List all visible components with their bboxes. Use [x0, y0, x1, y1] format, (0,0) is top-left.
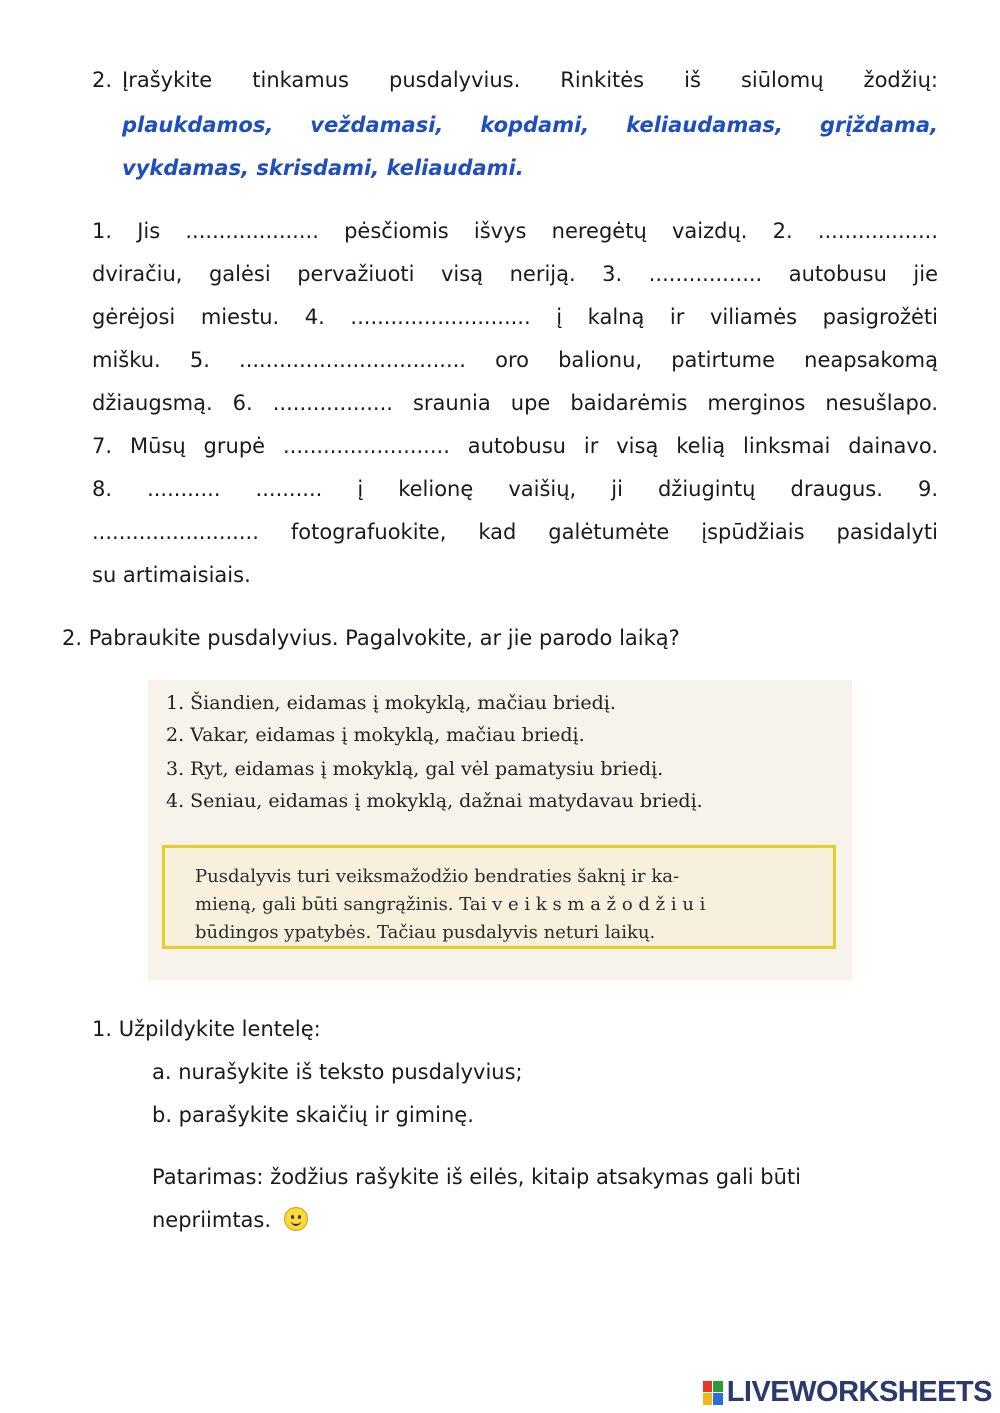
word-bank-line-2: vykdamas, skrisdami, keliaudami. [122, 156, 524, 180]
rule-note-line-1: Pusdalyvis turi veiksmažodžio bendraties šaknį ir ka- [195, 866, 680, 887]
exercise-line-3: gėrėjosi miestu. 4. ........................... į kalną ir viliamės pasigrožėti [92, 305, 938, 329]
scan-sentence-2: 2. Vakar, eidamas į mokyklą, mačiau briedį. [166, 724, 585, 746]
rule-note-line-2: mieną, gali būti sangrąžinis. Tai v e i k s m a ž o d ž i u i [195, 894, 706, 915]
textbook-scan [148, 680, 852, 980]
task1-number: 2. [92, 68, 113, 92]
scan-sentence-4: 4. Seniau, eidamas į mokyklą, dažnai matydavau briedį. [166, 790, 703, 812]
exercise-line-2: dviračiu, galėsi pervažiuoti visą neriją. 3. ................. autobusu jie [92, 262, 938, 286]
exercise-line-9: su artimaisiais. [92, 563, 251, 587]
tip-line-2 [152, 1206, 308, 1234]
scan-sentence-1: 1. Šiandien, eidamas į mokyklą, mačiau briedį. [166, 692, 616, 714]
task2-heading: 2. Pabraukite pusdalyvius. Pagalvokite, ar jie parodo laiką? [62, 626, 680, 650]
exercise-line-6: 7. Mūsų grupė ......................... autobusu ir visą kelią linksmai dainavo. [92, 434, 938, 458]
task3-item-b: b. parašykite skaičių ir giminę. [152, 1103, 474, 1127]
exercise-line-5: džiaugsmą. 6. .................. srauniа upe baidarėmis merginos nesušlapo. [92, 391, 938, 415]
exercise-line-1: 1. Jis .................... pėsčiomis išvys neregėtų vaizdų. 2. .................. [92, 219, 938, 243]
tip-line-2-text: nepriimtas. [152, 1208, 272, 1232]
rule-note-line-3: būdingos ypatybės. Tačiau pusdalyvis neturi laikų. [195, 922, 656, 943]
exercise-line-7: 8. ........... .......... į kelionę vaišių, ji džiugintų draugus. 9. [92, 477, 938, 501]
logo-text: LIVEWORKSHEETS [726, 1376, 992, 1408]
word-bank-line-1: plaukdamos, veždamasi, kopdami, keliaudamas, grįždama, [122, 113, 938, 137]
smiley-icon [284, 1207, 308, 1231]
logo-badge-icon [703, 1381, 723, 1405]
task1-instruction: Įrašykite tinkamus pusdalyvius. Rinkitės iš siūlomų žodžių: [122, 68, 938, 92]
task3-heading: 1. Užpildykite lentelę: [92, 1017, 321, 1041]
exercise-line-8: ......................... fotografuokite, kad galėtumėte įspūdžiais pasidalyti [92, 520, 938, 544]
tip-line-1: Patarimas: žodžius rašykite iš eilės, kitaip atsakymas gali būti [152, 1165, 801, 1189]
exercise-line-4: mišku. 5. .................................. oro balionu, patirtume neapsakomą [92, 348, 938, 372]
task3-item-a: a. nurašykite iš teksto pusdalyvius; [152, 1060, 523, 1084]
scan-sentence-3: 3. Ryt, eidamas į mokyklą, gal vėl pamatysiu briedį. [166, 758, 664, 780]
liveworksheets-logo [703, 1376, 992, 1409]
rule-note-box [162, 845, 836, 949]
